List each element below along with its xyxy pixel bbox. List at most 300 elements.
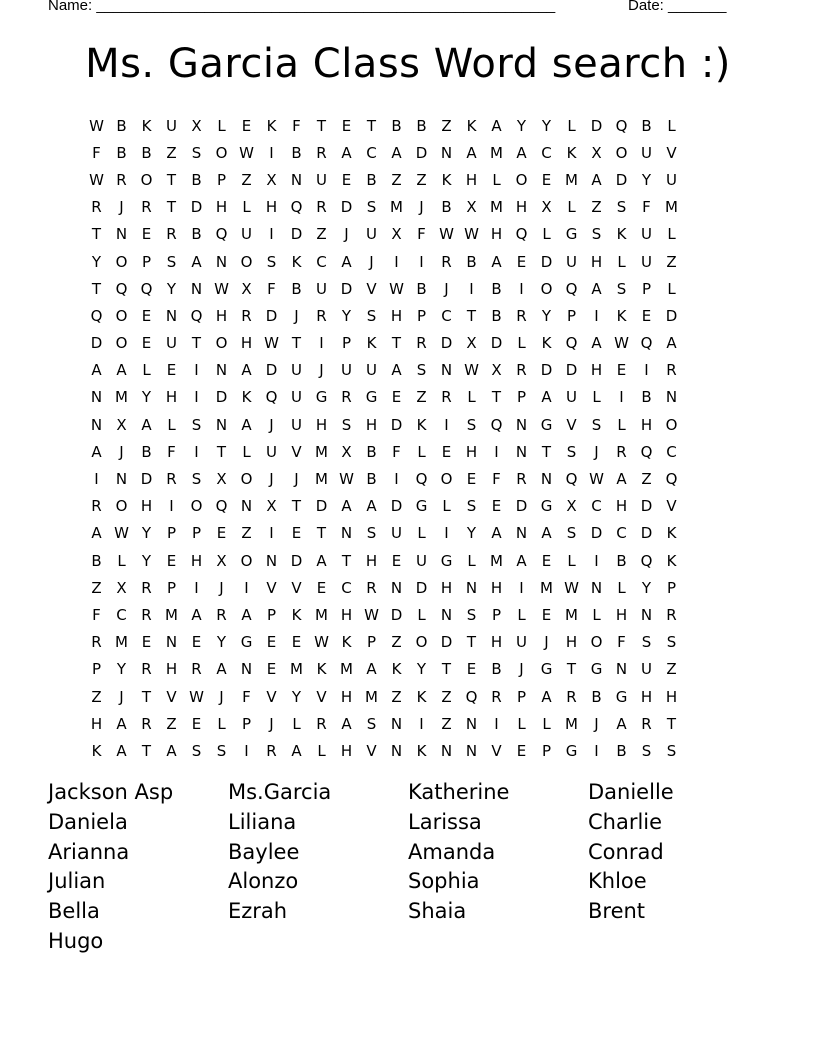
grid-row [84,166,734,193]
grid-letter: D [415,578,428,597]
grid-letter: U [241,225,252,244]
grid-letter: O [190,497,203,516]
grid-letter: U [166,334,177,353]
grid-letter: R [216,605,227,624]
grid-letter: R [316,143,327,162]
grid-letter: Q [640,551,653,570]
grid-letter: N [240,497,253,516]
grid-letter: L [142,361,151,380]
grid-letter: A [591,170,602,189]
grid-letter: M [665,198,678,217]
grid-letter: I [494,714,499,733]
grid-letter: P [191,524,202,543]
grid-letter: P [341,334,352,353]
grid-letter: T [466,306,477,325]
grid-letter: S [366,198,377,217]
grid-letter: B [366,170,377,189]
grid-letter: S [666,741,677,760]
grid-letter: W [264,334,279,353]
grid-letter: E [141,334,152,353]
grid-letter: G [540,660,553,679]
grid-letter: Q [265,388,278,407]
grid-letter: D [290,225,303,244]
grid-letter: W [614,334,629,353]
grid-letter: N [115,470,128,489]
grid-letter: H [465,442,478,461]
grid-letter: A [591,279,602,298]
grid-letter: O [115,252,128,271]
word-list-item: Julian [48,869,106,894]
grid-letter: H [465,170,478,189]
grid-letter: E [291,633,302,652]
grid-letter: X [266,497,277,516]
grid-letter: D [640,524,653,543]
grid-letter: S [466,497,477,516]
grid-letter: Y [291,687,302,706]
grid-letter: B [116,143,127,162]
grid-letter: P [566,306,577,325]
grid-letter: I [594,551,599,570]
grid-letter: I [469,279,474,298]
word-list-item: Ezrah [228,899,288,924]
grid-letter: A [241,605,252,624]
grid-letter: V [491,741,502,760]
grid-letter: A [366,660,377,679]
grid-letter: T [166,170,177,189]
grid-letter: B [291,279,302,298]
grid-letter: Z [416,170,427,189]
grid-letter: D [265,306,278,325]
grid-letter: N [515,442,528,461]
grid-letter: E [616,361,627,380]
grid-letter: D [215,388,228,407]
grid-letter: B [191,170,202,189]
grid-letter: I [594,741,599,760]
grid-letter: Y [641,170,652,189]
grid-letter: H [340,687,353,706]
grid-letter: M [315,605,328,624]
grid-letter: B [491,660,502,679]
word-list-item: Danielle [588,780,674,804]
grid-letter: P [216,170,227,189]
grid-letter: T [391,334,402,353]
grid-letter: T [216,442,227,461]
grid-letter: S [266,252,277,271]
grid-letter: P [541,741,552,760]
grid-letter: H [565,633,578,652]
grid-letter: R [116,170,127,189]
word-list-item: Arianna [48,839,130,864]
grid-letter: E [641,306,652,325]
grid-letter: T [141,741,152,760]
grid-letter: H [490,633,503,652]
grid-letter: S [366,524,377,543]
grid-letter: X [466,334,477,353]
grid-letter: D [440,334,453,353]
grid-letter: H [640,415,653,434]
grid-letter: F [417,225,426,244]
grid-letter: H [365,551,378,570]
grid-letter: Y [466,524,477,543]
grid-letter: J [119,442,124,461]
word-list-item: Jackson Asp [48,780,174,804]
grid-letter: E [391,388,402,407]
grid-letter: S [191,470,202,489]
grid-letter: C [591,497,602,516]
grid-letter: M [315,470,328,489]
grid-letter: A [116,361,127,380]
grid-letter: M [490,198,503,217]
grid-letter: Y [641,578,652,597]
grid-letter: B [466,252,477,271]
grid-letter: S [591,225,602,244]
grid-letter: F [92,143,101,162]
grid-row [84,248,734,275]
grid-letter: U [566,388,577,407]
grid-letter: F [392,442,401,461]
grid-row [84,302,734,329]
grid-letter: F [167,442,176,461]
grid-letter: U [341,361,352,380]
grid-letter: S [616,279,627,298]
grid-row [84,656,734,683]
grid-letter: I [644,361,649,380]
grid-letter: G [240,633,253,652]
grid-letter: N [440,741,453,760]
grid-letter: D [265,361,278,380]
word-list-item: Brent [588,899,646,924]
grid-letter: J [294,470,299,489]
grid-letter: B [591,687,602,706]
grid-letter: Z [166,143,177,162]
grid-letter: E [166,551,177,570]
date-field[interactable]: Date: _______ [628,0,727,14]
grid-letter: H [240,334,253,353]
grid-letter: E [466,470,477,489]
grid-letter: P [491,605,502,624]
grid-letter: R [141,578,152,597]
grid-letter: A [491,252,502,271]
grid-letter: D [340,198,353,217]
grid-letter: B [641,116,652,135]
grid-letter: J [519,660,524,679]
grid-letter: L [217,714,226,733]
grid-letter: D [90,334,103,353]
grid-row [84,520,734,547]
grid-letter: Z [316,225,327,244]
grid-letter: X [216,551,227,570]
grid-letter: W [389,279,404,298]
grid-letter: J [219,578,224,597]
grid-letter: O [140,170,153,189]
grid-letter: K [416,687,427,706]
grid-letter: A [541,687,552,706]
grid-letter: W [464,225,479,244]
grid-letter: T [141,687,152,706]
grid-letter: N [215,415,228,434]
grid-letter: L [242,442,251,461]
grid-letter: S [191,143,202,162]
grid-letter: L [467,388,476,407]
grid-letter: S [466,415,477,434]
word-list-item: Larissa [408,809,482,834]
grid-letter: V [666,143,677,162]
grid-letter: D [540,361,553,380]
grid-letter: X [116,578,127,597]
grid-letter: I [169,497,174,516]
grid-letter: U [641,660,652,679]
grid-letter: U [566,252,577,271]
grid-letter: T [316,524,327,543]
grid-letter: J [594,714,599,733]
grid-letter: K [666,551,677,570]
grid-letter: L [317,741,326,760]
grid-letter: I [394,252,399,271]
grid-letter: B [491,306,502,325]
grid-letter: Q [615,116,628,135]
grid-letter: D [590,116,603,135]
grid-letter: T [291,497,302,516]
grid-letter: R [441,388,452,407]
grid-letter: G [565,741,578,760]
grid-letter: Z [391,170,402,189]
grid-letter: W [89,170,104,189]
grid-letter: H [90,714,103,733]
grid-letter: D [315,497,328,516]
name-field[interactable]: Name: _______________________________________________________ [48,0,556,14]
grid-letter: J [419,198,424,217]
grid-letter: E [266,660,277,679]
grid-letter: M [490,551,503,570]
grid-letter: Z [166,714,177,733]
grid-letter: L [617,415,626,434]
word-list-item: Amanda [408,839,496,864]
grid-letter: H [590,361,603,380]
grid-letter: D [490,334,503,353]
grid-letter: Z [591,198,602,217]
grid-letter: R [141,198,152,217]
grid-letter: A [91,361,102,380]
grid-letter: Y [141,524,152,543]
grid-letter: Q [215,225,228,244]
grid-letter: D [440,633,453,652]
grid-letter: H [190,551,203,570]
grid-letter: J [344,225,349,244]
word-list-item: Liliana [228,809,297,834]
grid-letter: T [316,116,327,135]
grid-letter: Y [516,116,527,135]
grid-letter: W [564,578,579,597]
grid-letter: H [315,415,328,434]
grid-letter: L [417,605,426,624]
grid-letter: O [415,633,428,652]
grid-letter: Y [416,660,427,679]
grid-letter: L [592,605,601,624]
grid-letter: U [366,361,377,380]
grid-letter: E [516,252,527,271]
grid-letter: O [440,470,453,489]
grid-letter: C [666,442,677,461]
word-list-item: Alonzo [228,869,299,894]
grid-row [84,112,734,139]
grid-letter: U [316,279,327,298]
grid-letter: K [241,388,252,407]
grid-letter: D [390,415,403,434]
grid-letter: U [166,116,177,135]
grid-letter: P [416,306,427,325]
grid-letter: X [491,361,502,380]
grid-letter: T [291,334,302,353]
grid-letter: H [615,497,628,516]
grid-letter: M [565,714,578,733]
grid-letter: C [441,306,452,325]
grid-letter: A [166,741,177,760]
grid-letter: C [316,252,327,271]
grid-letter: B [616,741,627,760]
grid-letter: O [240,252,253,271]
grid-letter: S [566,442,577,461]
grid-letter: Y [541,306,552,325]
grid-letter: O [115,497,128,516]
grid-letter: C [366,143,377,162]
grid-letter: I [419,714,424,733]
grid-letter: A [116,741,127,760]
grid-letter: B [291,143,302,162]
grid-letter: X [541,198,552,217]
grid-row [84,737,734,764]
grid-letter: R [416,334,427,353]
grid-letter: N [165,306,178,325]
grid-letter: Z [91,578,102,597]
grid-row [84,139,734,166]
grid-letter: R [516,306,527,325]
grid-letter: O [590,633,603,652]
grid-letter: I [519,578,524,597]
grid-letter: J [444,279,449,298]
grid-letter: N [665,388,678,407]
grid-letter: A [341,714,352,733]
grid-letter: L [567,116,576,135]
grid-letter: E [341,170,352,189]
grid-letter: Q [565,279,578,298]
grid-letter: K [291,252,302,271]
word-list-item: Khloe [588,869,647,894]
grid-letter: Q [90,306,103,325]
grid-letter: N [340,524,353,543]
grid-letter: S [341,415,352,434]
grid-letter: S [191,741,202,760]
grid-letter: L [667,279,676,298]
grid-row [84,194,734,221]
grid-letter: A [666,334,677,353]
grid-letter: J [269,714,274,733]
grid-letter: O [540,279,553,298]
grid-row [84,438,734,465]
grid-letter: B [391,116,402,135]
grid-letter: Q [115,279,128,298]
grid-letter: H [365,415,378,434]
grid-letter: L [242,198,251,217]
grid-letter: D [290,551,303,570]
grid-letter: U [641,225,652,244]
grid-letter: E [216,524,227,543]
grid-letter: Q [465,687,478,706]
grid-letter: N [190,279,203,298]
grid-letter: G [365,388,378,407]
grid-letter: R [91,633,102,652]
grid-letter: N [390,741,403,760]
grid-letter: R [316,714,327,733]
grid-letter: O [515,170,528,189]
grid-letter: D [640,497,653,516]
grid-letter: H [665,687,678,706]
grid-letter: N [215,252,228,271]
grid-letter: X [116,415,127,434]
grid-letter: U [366,225,377,244]
grid-letter: N [390,578,403,597]
grid-letter: V [266,578,277,597]
grid-letter: T [491,388,502,407]
grid-letter: A [391,143,402,162]
grid-letter: Z [241,524,252,543]
grid-letter: K [341,633,352,652]
grid-letter: J [319,361,324,380]
grid-letter: L [417,442,426,461]
grid-letter: E [141,225,152,244]
grid-row [84,384,734,411]
grid-letter: F [92,605,101,624]
grid-letter: I [244,578,249,597]
grid-letter: A [316,551,327,570]
grid-letter: B [191,225,202,244]
grid-letter: E [141,306,152,325]
word-list-item: Ms.Garcia [228,780,332,804]
grid-letter: A [341,252,352,271]
grid-letter: E [541,605,552,624]
grid-letter: T [566,660,577,679]
grid-letter: A [241,415,252,434]
grid-letter: Z [241,170,252,189]
grid-letter: G [440,551,453,570]
grid-letter: R [241,306,252,325]
grid-letter: Q [290,198,303,217]
grid-letter: B [366,442,377,461]
grid-letter: W [314,633,329,652]
grid-letter: I [444,524,449,543]
grid-letter: Z [391,633,402,652]
grid-letter: I [269,143,274,162]
grid-letter: H [590,252,603,271]
grid-letter: S [416,361,427,380]
grid-letter: N [440,605,453,624]
grid-letter: S [191,415,202,434]
grid-letter: Y [216,633,227,652]
grid-letter: Q [215,497,228,516]
grid-letter: Q [190,306,203,325]
grid-letter: E [141,633,152,652]
grid-letter: W [189,687,204,706]
grid-letter: M [490,143,503,162]
grid-letter: F [642,198,651,217]
grid-letter: Y [91,252,102,271]
grid-letter: J [119,198,124,217]
grid-letter: S [216,741,227,760]
grid-letter: J [594,442,599,461]
grid-letter: E [316,578,327,597]
grid-letter: I [194,578,199,597]
grid-letter: A [491,524,502,543]
grid-letter: R [666,605,677,624]
